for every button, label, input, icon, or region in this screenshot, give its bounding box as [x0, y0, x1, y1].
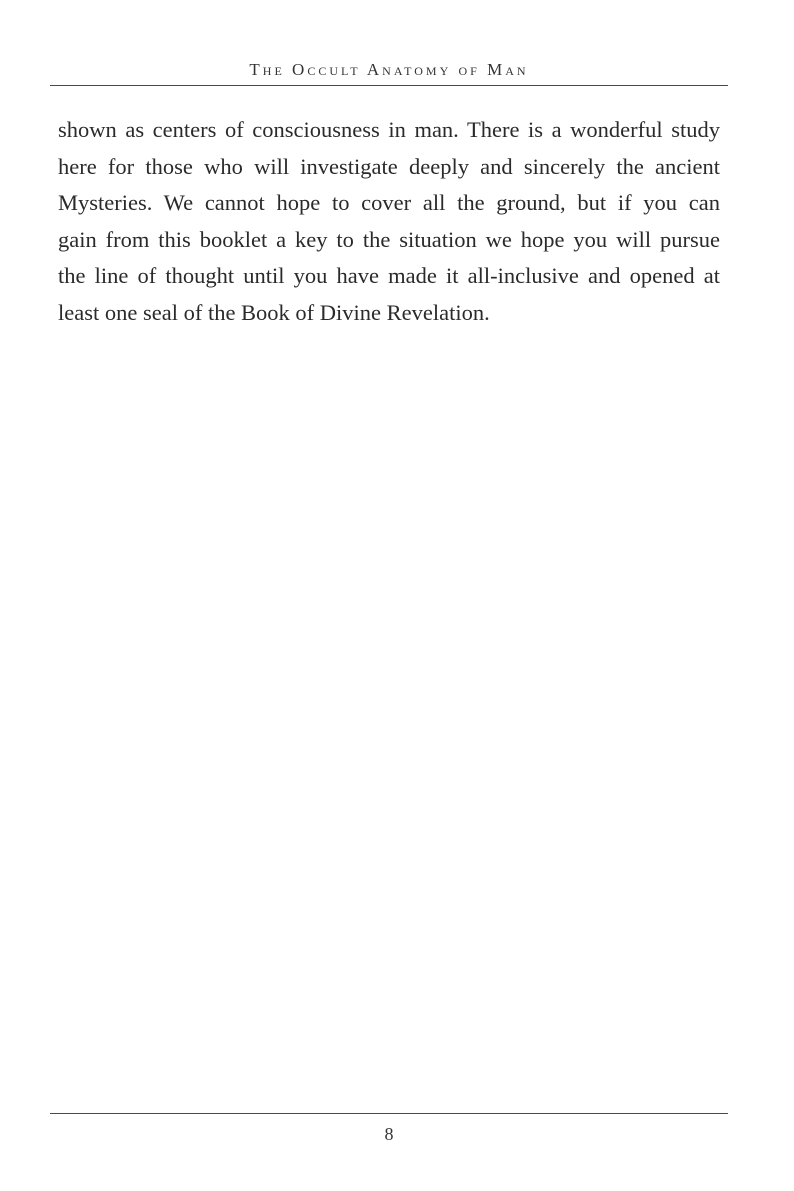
footer-rule — [50, 1113, 728, 1114]
running-head-title: The Occult Anatomy of Man — [249, 60, 529, 79]
page-number: 8 — [384, 1124, 394, 1144]
header-rule — [50, 85, 728, 86]
paragraph-line: Mysteries. We cannot hope to cover all the ground, but if you can — [58, 190, 720, 216]
paragraph-line: here for those who will investigate deeply and sincerely the ancient — [58, 153, 720, 179]
paragraph-line: least one seal of the Book of Divine Revelation. — [58, 299, 490, 325]
paragraph-line: gain from this booklet a key to the situation we hope you will pursue — [58, 226, 720, 252]
paragraph-line: the line of thought until you have made it all-inclusive and opened at — [58, 263, 720, 289]
paragraph-line: shown as centers of consciousness in man. There is a wonderful study — [58, 117, 720, 142]
body-paragraph — [58, 112, 720, 332]
